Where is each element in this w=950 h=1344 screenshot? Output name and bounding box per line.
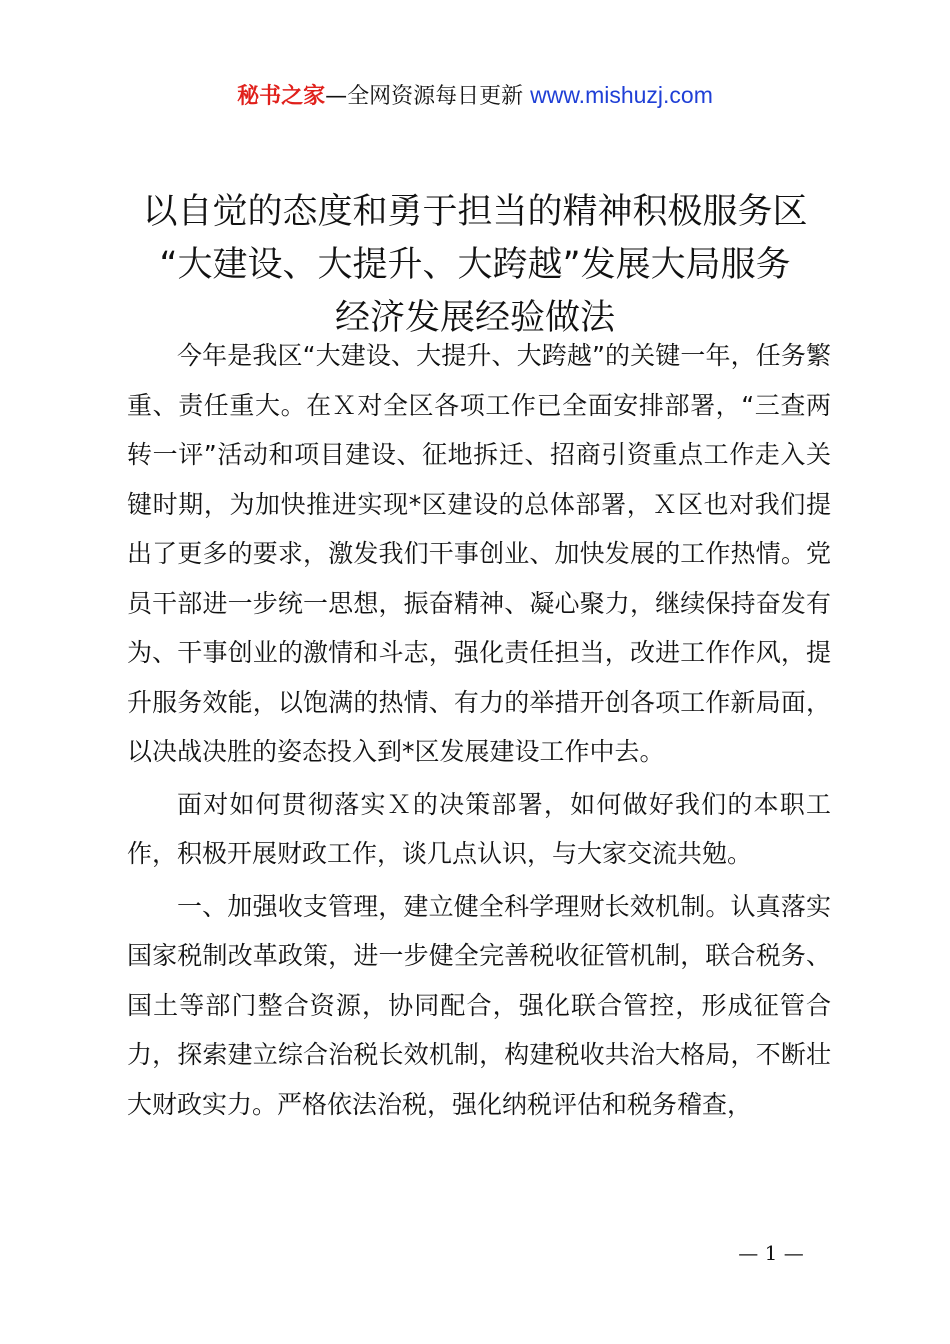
site-header [0,78,950,114]
paragraph-1: 今年是我区“大建设、大提升、大跨越”的关键一年，任务繁重、责任重大。在Ｘ对全区各项工作已全面安排部署，“三查两转一评”活动和项目建设、征地拆迁、招商引资重点工作走入关键时期，为加快推进实现*区建设的总体部署，Ｘ区也对我们提出了更多的要求，激发我们干事创业、加快发展的工作热情。党员干部进一步统一思想，振奋精神、凝心聚力，继续保持奋发有为、干事创业的激情和斗志，强化责任担当，改进工作作风，提升服务效能，以饱满的热情、有力的举措开创各项工作新局面，以决战决胜的姿态投入到*区发展建设工作中去。 [127,341,831,766]
document-title [100,186,850,345]
paragraph-3: 一、加强收支管理，建立健全科学理财长效机制。认真落实国家税制改革政策，进一步健全完善税收征管机制，联合税务、国土等部门整合资源，协同配合，强化联合管控，形成征管合力，探索建立综合治税长效机制，构建税收共治大格局，不断壮大财政实力。严格依法治税，强化纳税评估和税务稽查， [127,891,831,1119]
title-line-2: “大建设、大提升、大跨越”发展大局服务 [159,245,791,285]
document-body [127,331,831,1129]
title-line-1: 以自觉的态度和勇于担当的精神积极服务区 [142,192,808,232]
paragraph-2: 面对如何贯彻落实Ｘ的决策部署，如何做好我们的本职工作，积极开展财政工作，谈几点认识，与大家交流共勉。 [127,789,831,868]
site-url-link[interactable]: www.mishuzj.com [530,82,713,108]
page-number: — 1 — [738,1241,804,1265]
brand-name: 秘书之家 [237,84,326,109]
title-line-3: 经济发展经验做法 [334,298,615,338]
header-tagline: —全网资源每日更新 [325,84,524,109]
